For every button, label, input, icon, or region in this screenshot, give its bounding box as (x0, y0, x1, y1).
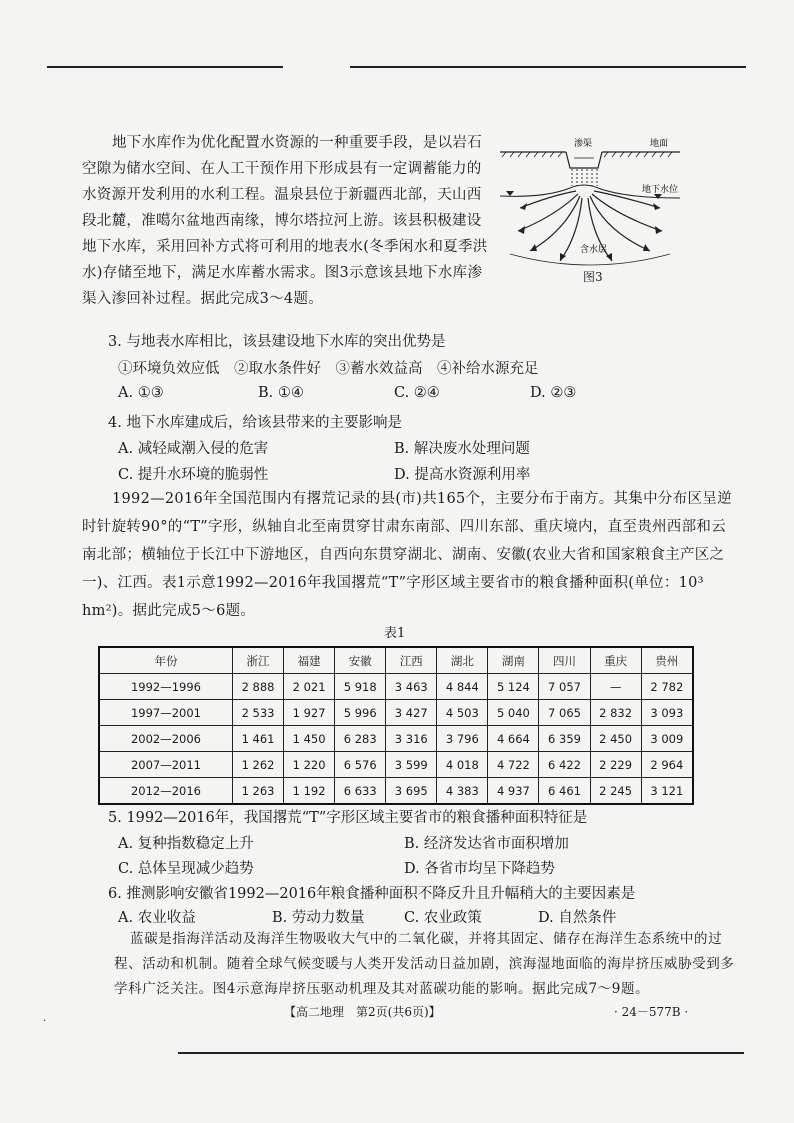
table-cell-value: 1 220 (284, 752, 335, 778)
question-5-stem: 5. 1992—2016年，我国撂荒“T”字形区域主要省市的粮食播种面积特征是 (108, 810, 588, 826)
figure-3-caption: 图3 (583, 270, 603, 284)
question-3-option-d[interactable]: D. ②③ (530, 385, 577, 401)
figure-3-infiltration-diagram (500, 136, 680, 284)
header-year: 年份 (99, 647, 233, 674)
table-row (99, 674, 693, 700)
question-3-option-c[interactable]: C. ②④ (394, 385, 440, 401)
table-cell-value: 5 124 (488, 674, 539, 700)
question-4-option-a[interactable]: A. 减轻咸潮入侵的危害 (118, 441, 269, 457)
header-rule-right (350, 66, 746, 68)
table-cell-value: 1 262 (233, 752, 284, 778)
intro-questions-7-9: 蓝碳是指海洋活动及海洋生物吸收大气中的二氧化碳，并将其固定、储存在海洋生态系统中的过程、活动和机制。随着全球气候变暖与人类开发活动日益加剧，滨海湿地面临的海岸挤压威胁受到多学科广泛关注。图4示意海岸挤压驱动机理及其对蓝碳功能的影响。据此完成7～9题。 (114, 931, 735, 997)
table-cell-value: 2 832 (590, 700, 641, 726)
label-surface: 地面 (650, 138, 669, 148)
table-cell-value: 5 040 (488, 700, 539, 726)
question-6-stem: 6. 推测影响安徽省1992—2016年粮食播种面积不降反升且升幅稍大的主要因素是 (108, 886, 636, 902)
table-cell-value: 1 927 (284, 700, 335, 726)
table-cell-value: 6 359 (539, 726, 590, 752)
table-cell-year: 2002—2006 (99, 726, 233, 752)
table-cell-value: 3 599 (386, 752, 437, 778)
header-anhui: 安徽 (335, 647, 386, 674)
question-6-option-d[interactable]: D. 自然条件 (538, 910, 617, 926)
table-cell-value: 4 664 (488, 726, 539, 752)
table-cell-value: 7 065 (539, 700, 590, 726)
question-6-option-b[interactable]: B. 劳动力数量 (272, 910, 365, 926)
table-cell-value: 2 245 (590, 778, 641, 805)
label-channel: 渗渠 (574, 138, 593, 148)
table-1-title: 表1 (384, 626, 406, 641)
question-5-option-d[interactable]: D. 各省市均呈下降趋势 (404, 861, 555, 877)
table-cell-value: 3 427 (386, 700, 437, 726)
header-fujian: 福建 (284, 647, 335, 674)
table-cell-value: 1 450 (284, 726, 335, 752)
table-cell-value: 4 018 (437, 752, 488, 778)
question-5-option-a[interactable]: A. 复种指数稳定上升 (118, 836, 254, 852)
margin-dot: · (43, 1016, 47, 1027)
table-cell-year: 2012—2016 (99, 778, 233, 805)
header-hunan: 湖南 (488, 647, 539, 674)
table-cell-value: 1 263 (233, 778, 284, 805)
table-cell-year: 1992—1996 (99, 674, 233, 700)
table-cell-value: 1 461 (233, 726, 284, 752)
table-cell-value: 4 844 (437, 674, 488, 700)
question-4-stem: 4. 地下水库建成后，给该县带来的主要影响是 (108, 415, 402, 431)
question-5-option-c[interactable]: C. 总体呈现减少趋势 (118, 861, 254, 877)
table-row (99, 700, 693, 726)
table-cell-value: 2 782 (641, 674, 693, 700)
header-chongqing: 重庆 (590, 647, 641, 674)
label-water-table: 地下水位 (642, 184, 679, 194)
table-cell-value: — (590, 674, 641, 700)
table-cell-value: 4 722 (488, 752, 539, 778)
question-4-option-b[interactable]: B. 解决废水处理问题 (394, 441, 530, 457)
footer-page-info: 【高二地理 第2页(共6页)】 (284, 1005, 441, 1019)
table-header-row (99, 647, 693, 674)
table-cell-value: 2 450 (590, 726, 641, 752)
question-6-option-a[interactable]: A. 农业收益 (118, 910, 196, 926)
table-row (99, 752, 693, 778)
table-cell-value: 2 021 (284, 674, 335, 700)
table-cell-value: 3 009 (641, 726, 693, 752)
header-rule-left (47, 66, 283, 68)
table-cell-value: 7 057 (539, 674, 590, 700)
table-cell-value: 6 283 (335, 726, 386, 752)
table-cell-value: 5 996 (335, 700, 386, 726)
footer-rule (178, 1052, 744, 1054)
header-guizhou: 贵州 (641, 647, 693, 674)
table-cell-value: 3 316 (386, 726, 437, 752)
label-aquifer: 含水层 (580, 244, 608, 254)
intro-questions-3-4: 地下水库作为优化配置水资源的一种重要手段，是以岩石空隙为储水空间、在人工干预作用下形成县有一定调蓄能力的水资源开发利用的水利工程。温泉县位于新疆西北部，天山西段北麓，准噶尔盆地西南缘，博尔塔拉河上游。该县积极建设地下水库，采用回补方式将可利用的地表水(冬季闲水和夏季洪水)存储至地下，满足水库蓄水需求。图3示意该县地下水库渗渠入渗回补过程。据此完成3～4题。 (82, 135, 488, 307)
header-sichuan: 四川 (539, 647, 590, 674)
question-3-items: ①环境负效应低 ②取水条件好 ③蓄水效益高 ④补给水源充足 (118, 361, 539, 377)
table-cell-value: 6 576 (335, 752, 386, 778)
table-row (99, 778, 693, 805)
table-cell-year: 1997—2001 (99, 700, 233, 726)
table-cell-year: 2007—2011 (99, 752, 233, 778)
footer-code: · 24－577B · (614, 1005, 689, 1019)
table-cell-value: 2 888 (233, 674, 284, 700)
table-cell-value: 2 964 (641, 752, 693, 778)
table-cell-value: 3 796 (437, 726, 488, 752)
table-cell-value: 3 695 (386, 778, 437, 805)
header-zhejiang: 浙江 (233, 647, 284, 674)
table-cell-value: 6 422 (539, 752, 590, 778)
table-cell-value: 5 918 (335, 674, 386, 700)
table-cell-value: 2 229 (590, 752, 641, 778)
table-cell-value: 6 461 (539, 778, 590, 805)
header-hubei: 湖北 (437, 647, 488, 674)
table-row (99, 726, 693, 752)
table-cell-value: 4 937 (488, 778, 539, 805)
question-5-option-b[interactable]: B. 经济发达省市面积增加 (404, 836, 569, 852)
table-cell-value: 6 633 (335, 778, 386, 805)
header-jiangxi: 江西 (386, 647, 437, 674)
intro-questions-5-6: 1992—2016年全国范围内有撂荒记录的县(市)共165个，主要分布于南方。其集中分布区呈逆时针旋转90°的“T”字形，纵轴自北至南贯穿甘肃东南部、四川东部、重庆境内，直至贵州西部和云南北部；横轴位于长江中下游地区，自西向东贯穿湖北、湖南、安徽(农业大省和国家粮食主产区之一)、江西。表1示意1992—2016年我国撂荒“T”字形区域主要省市的粮食播种面积(单位：10³ hm²)。据此完成5～6题。 (82, 491, 732, 619)
question-4-option-d[interactable]: D. 提高水资源利用率 (394, 467, 531, 483)
table-cell-value: 3 121 (641, 778, 693, 805)
question-3-option-b[interactable]: B. ①④ (258, 385, 304, 401)
question-6-option-c[interactable]: C. 农业政策 (404, 910, 482, 926)
table-cell-value: 1 192 (284, 778, 335, 805)
table-1 (98, 646, 694, 805)
table-cell-value: 4 503 (437, 700, 488, 726)
question-3-stem: 3. 与地表水库相比，该县建设地下水库的突出优势是 (108, 334, 446, 350)
table-cell-value: 4 383 (437, 778, 488, 805)
question-4-option-c[interactable]: C. 提升水环境的脆弱性 (118, 467, 269, 483)
table-cell-value: 3 463 (386, 674, 437, 700)
table-cell-value: 3 093 (641, 700, 693, 726)
question-3-option-a[interactable]: A. ①③ (118, 385, 164, 401)
table-cell-value: 2 533 (233, 700, 284, 726)
